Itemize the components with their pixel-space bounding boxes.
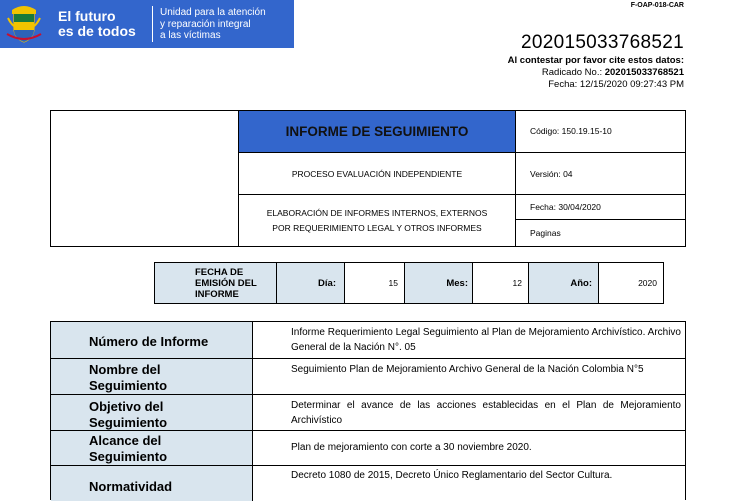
cite-note: Al contestar por favor cite estos datos:: [507, 55, 684, 66]
emission-date-label: FECHA DE EMISIÓN DEL INFORME: [155, 263, 277, 303]
table-row: [51, 431, 685, 466]
unit-name: [160, 7, 266, 42]
unit-line: Unidad para la atención: [160, 7, 266, 18]
report-details-table: [50, 321, 686, 500]
row-text: Decreto 1080 de 2015, Decreto Único Reglamentario del Sector Cultura.: [291, 470, 613, 481]
document-code: Código: 150.19.15-10: [515, 111, 685, 153]
radicado-label: Radicado No.:: [541, 67, 605, 78]
document-pages: Paginas: [515, 220, 685, 246]
emission-date-table: [154, 262, 664, 304]
day-label: Día:: [277, 263, 345, 303]
year-label: Año:: [529, 263, 599, 303]
brand-divider: [152, 6, 153, 42]
row-label: Normatividad: [51, 466, 253, 501]
row-text: Determinar el avance de las acciones establecidas en el Plan de Mejoramiento Archivístico: [291, 400, 681, 426]
table-row: [51, 359, 685, 395]
document-info-table: [50, 110, 686, 247]
month-label: Mes:: [405, 263, 473, 303]
radicado-number: 202015033768521: [520, 32, 684, 53]
row-text: Seguimiento Plan de Mejoramiento Archivo General de la Nación Colombia N°5: [291, 364, 644, 375]
brand-slogan: [58, 9, 136, 39]
form-code: F-OAP-018-CAR: [630, 2, 684, 9]
row-label: Objetivo del Seguimiento: [51, 395, 253, 430]
year-value: 2020: [599, 263, 663, 303]
unit-line: y reparación integral: [160, 18, 251, 30]
brand-line: es de todos: [58, 23, 136, 39]
radicado-value: 202015033768521: [604, 67, 684, 78]
month-value: 12: [473, 263, 529, 303]
radicado-date: Fecha: 12/15/2020 09:27:43 PM: [548, 79, 684, 90]
process-name: PROCESO EVALUACIÓN INDEPENDIENTE: [239, 153, 515, 195]
row-text: Plan de mejoramiento con corte a 30 noviembre 2020.: [291, 442, 532, 453]
row-text: Informe Requerimiento Legal Seguimiento al Plan de Mejoramiento Archivístico. Archivo General de la Nación N°. 05: [291, 327, 681, 353]
row-label: Nombre del Seguimiento: [51, 359, 253, 394]
document-date: Fecha: 30/04/2020: [515, 195, 685, 220]
radicado-meta: [508, 55, 684, 91]
radicado-line: [508, 67, 684, 79]
row-label: Alcance del Seguimiento: [51, 431, 253, 465]
procedure-name: ELABORACIÓN DE INFORMES INTERNOS, EXTERNOS POR REQUERIMIENTO LEGAL Y OTROS INFORMES: [266, 207, 488, 233]
table-row: [51, 322, 685, 359]
table-row: [51, 395, 685, 431]
report-title: INFORME DE SEGUIMIENTO: [239, 111, 515, 153]
unit-line: a las víctimas: [160, 30, 221, 41]
day-value: 15: [345, 263, 405, 303]
coat-of-arms-icon: [6, 4, 42, 44]
header-banner: [0, 0, 294, 48]
document-version: Versión: 04: [515, 153, 685, 195]
brand-line: El futuro: [58, 8, 116, 24]
row-label: Número de Informe: [51, 322, 253, 358]
logo-cell: [51, 111, 239, 246]
table-row: [51, 466, 685, 501]
